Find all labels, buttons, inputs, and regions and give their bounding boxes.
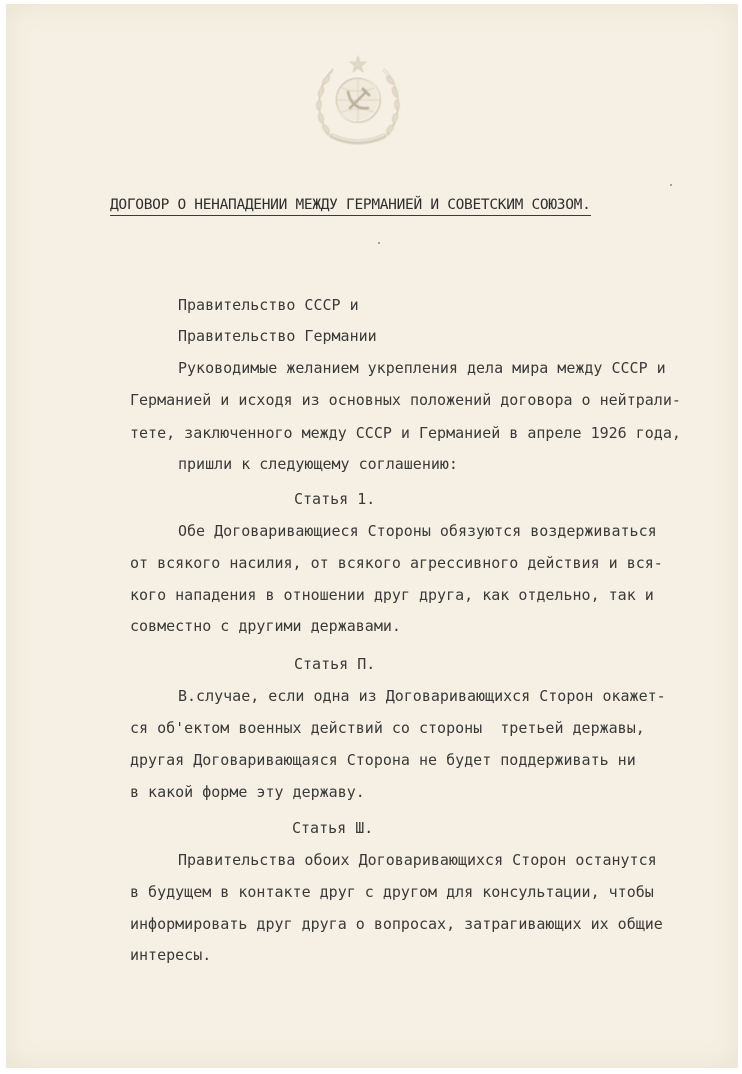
article-2-line: ся об'ектом военных действий со стороны третьей державы, xyxy=(130,719,645,737)
document-page xyxy=(6,4,738,1068)
document-title: ДОГОВОР О НЕНАПАДЕНИИ МЕЖДУ ГЕРМАНИЕЙ И СОВЕТСКИМ СОЮЗОМ. xyxy=(110,196,591,216)
article-3-line: интересы. xyxy=(130,946,212,964)
preamble-line: Правительство СССР и xyxy=(178,296,359,314)
article-2-heading: Статья П. xyxy=(294,655,376,673)
article-2-line: другая Договаривающаяся Сторона не будет поддерживать ни xyxy=(130,751,636,769)
article-2-line: в какой форме эту державу. xyxy=(130,783,365,801)
preamble-line: Германией и исходя из основных положений договора о нейтрали- xyxy=(130,391,681,409)
preamble-line: пришли к следующему соглашению: xyxy=(178,455,458,473)
preamble-line: Руководимые желанием укрепления дела мира между СССР и xyxy=(178,359,666,377)
preamble-line: Правительство Германии xyxy=(178,327,377,345)
paper-speck xyxy=(378,242,380,244)
article-3-heading: Статья Ш. xyxy=(292,819,374,837)
article-1-line: Обе Договаривающиеся Стороны обязуются воздерживаться xyxy=(178,522,657,540)
article-2-line: В.случае, если одна из Договаривающихся Сторон окажет- xyxy=(178,687,666,705)
article-3-line: в будущем в контакте друг с другом для консультации, чтобы xyxy=(130,883,654,901)
article-3-line: Правительства обоих Договаривающихся Сторон останутся xyxy=(178,851,657,869)
article-1-line: от всякого насилия, от всякого агрессивного действия и вся- xyxy=(130,554,663,572)
article-3-line: информировать друг друга о вопросах, затрагивающих их общие xyxy=(130,915,663,933)
article-1-line: совместно с другими державами. xyxy=(130,617,401,635)
soviet-coat-of-arms-embossed-icon xyxy=(302,48,414,160)
article-1-line: кого нападения в отношении друг друга, как отдельно, так и xyxy=(130,586,654,604)
preamble-line: тете, заключенного между СССР и Германией в апреле 1926 года, xyxy=(130,424,681,442)
paper-speck xyxy=(670,184,672,186)
article-1-heading: Статья 1. xyxy=(294,490,376,508)
